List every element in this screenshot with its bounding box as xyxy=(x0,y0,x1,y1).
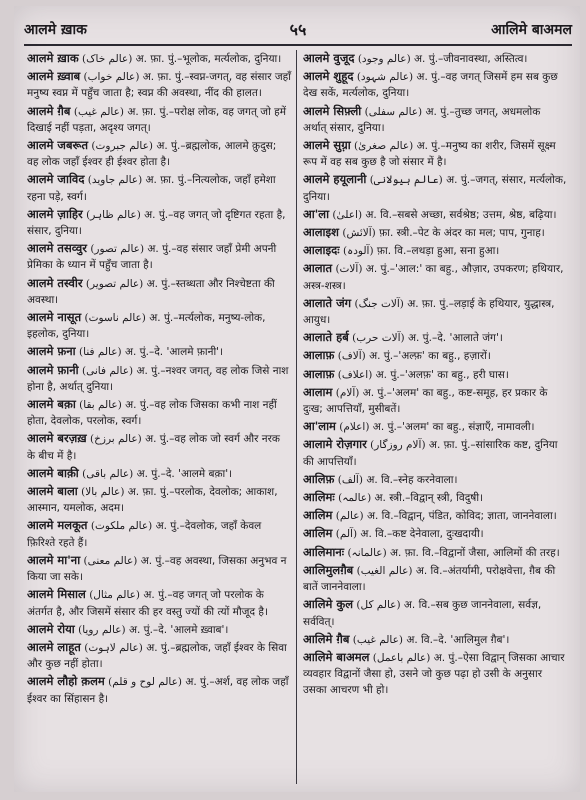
urdu-spelling: (عالم خواب) xyxy=(83,71,140,84)
dictionary-entry xyxy=(303,242,567,259)
headword: आलाते हर्ब xyxy=(303,330,349,345)
page-header xyxy=(24,14,572,46)
headword: आलमे लौहो क़लम xyxy=(27,674,105,689)
headword: आलमे बक़ा xyxy=(27,397,76,412)
definition: अ. पुं.–दे. 'आलमे ख़्वाब'। xyxy=(128,623,229,636)
headword: आलिमे बाअमल xyxy=(303,649,370,664)
definition: अ. पुं.–ऐसा विद्वान् जिसका आचार व्यवहार विद्वानों जैसा हो, उसने जो कुछ पढ़ा हो उसी के अनुसार उसका आचरण भी हो। xyxy=(303,651,565,697)
headword: आलमे जबरूत xyxy=(27,138,89,153)
dictionary-entry xyxy=(27,430,291,463)
urdu-spelling: (اعلاف) xyxy=(337,368,373,381)
definition: अ. फ़ा. पुं.–स्वप्न-जगत्, वह संसार जहाँ मनुष्य स्वप्न में पहुँच जाता है; स्वप्न की अवस्था, नींद की हालत। xyxy=(27,71,291,100)
definition: अ. पुं.–देवलोक, जहाँ केवल फ़िरिश्ते रहते हैं। xyxy=(27,520,262,549)
headword: आलिमे ग़ैब xyxy=(303,631,350,646)
dictionary-entry xyxy=(303,489,567,506)
urdu-spelling: (عالم لوح و قلم) xyxy=(108,676,182,689)
headword: आलमे फ़ना xyxy=(27,344,76,359)
definition: अ. पुं.–वह संसार जहाँ प्रेमी अपनी प्रेमिका के ध्यान में पहुँच जाता है। xyxy=(27,243,277,272)
urdu-spelling: (عالم جاوید) xyxy=(87,174,143,187)
definition: अ. पुं.–अर्श, वह लोक जहाँ ईश्वर का सिंहासन है। xyxy=(27,676,289,705)
urdu-spelling: (عالم بقا) xyxy=(79,399,122,412)
headword: आलमे रोया xyxy=(27,621,75,636)
urdu-spelling: (اعلیٰ) xyxy=(332,208,363,221)
dictionary-entry xyxy=(27,639,291,672)
urdu-spelling: (آلات حرب) xyxy=(352,332,405,345)
dictionary-entry xyxy=(303,137,567,170)
definition: अ. पुं.–मर्त्यलोक, मनुष्य-लोक, इहलोक, दुनिया। xyxy=(27,312,266,341)
headword: आलमे सिफ़्ली xyxy=(303,103,362,118)
definition: फ़ा. वि.–लथड़ा हुआ, सना हुआ। xyxy=(376,245,500,258)
dictionary-entry xyxy=(27,240,291,273)
urdu-spelling: (عالمہ) xyxy=(338,492,372,505)
definition: अ. पुं.–वह जगत् जो दृष्टिगत रहता है, संसार, दुनिया। xyxy=(27,208,286,238)
definition: अ. वि.–स्नेह करनेवाला। xyxy=(366,473,458,486)
definition: अ. स्त्री.–विद्वान् स्त्री, विदुषी। xyxy=(374,492,484,505)
definition: अ. फ़ा. पुं.–भूलोक, मर्त्यलोक, दुनिया। xyxy=(135,53,282,65)
definition: अ. वि.–सब कुछ जाननेवाला, सर्वज्ञ, सर्ववित्। xyxy=(303,599,542,628)
headword: आलमे तस्वीर xyxy=(27,275,83,290)
dictionary-entry xyxy=(27,517,291,550)
headword: आलमे मा'ना xyxy=(27,552,81,567)
urdu-spelling: (عالم شہود) xyxy=(356,71,414,84)
urdu-spelling: (عالم تصویر) xyxy=(85,277,144,290)
definition: अ. फ़ा. पुं.–सांसारिक कष्ट, दुनिया की आपत्तियाँ। xyxy=(303,439,558,468)
urdu-spelling: (عالم مثال) xyxy=(89,589,141,602)
definition: अ. पुं.–ब्रह्मलोक, आलमे क़ुदुस; वह लोक जहाँ ईश्वर ही ईश्वर होता है। xyxy=(27,140,277,169)
urdu-spelling: (عالم ملکوت) xyxy=(90,520,153,533)
definition: अ. पुं.–वह जगत् जिसमें हम सब कुछ देख सकें, मर्त्यलोक, दुनिया। xyxy=(303,71,558,100)
headword: आलिफ़ xyxy=(303,471,335,486)
headword: आलामे रोज़गार xyxy=(303,437,367,452)
definition: अ. पुं.–वह लोक जो स्वर्ग और नरक के बीच में है। xyxy=(27,433,280,462)
dictionary-entry xyxy=(27,103,291,136)
definition: अ. पुं.–'आल:' का बहु., औज़ार, उपकरण; हथियार, अस्त्र-शस्त्र। xyxy=(303,263,564,292)
dictionary-entry xyxy=(303,171,567,204)
dictionary-entry xyxy=(303,649,567,699)
definition: अ. वि.–दे. 'आलिमुल ग़ैब'। xyxy=(406,633,510,646)
urdu-spelling: (عالم غیب) xyxy=(352,633,403,646)
definition: अ. पुं.–वह अवस्था, जिसका अनुभव न किया जा सके। xyxy=(27,554,287,584)
dictionary-entry xyxy=(27,362,291,395)
urdu-spelling: (عالم بالا) xyxy=(81,486,125,499)
dictionary-entry xyxy=(303,206,567,223)
columns xyxy=(24,50,572,784)
dictionary-entry xyxy=(27,275,291,308)
header-last-word: आलिमे बाअमल xyxy=(491,22,572,38)
definition: अ. पुं.–जीवनावस्था, अस्तित्व। xyxy=(414,53,528,65)
dictionary-entry xyxy=(303,384,567,417)
definition: फ़ा. स्त्री.–पेट के अंदर का मल; पाप, गुनाह। xyxy=(379,227,545,240)
page-number: ५५ xyxy=(289,20,307,39)
urdu-spelling: (آلات) xyxy=(335,263,363,276)
headword: आलमे हयूलानी xyxy=(303,172,367,187)
headword: आलात xyxy=(303,261,333,276)
urdu-spelling: (عالم ناسوت) xyxy=(84,312,146,325)
urdu-spelling: (عالم فنا) xyxy=(79,346,122,359)
dictionary-entry xyxy=(303,544,567,561)
dictionary-entry xyxy=(303,507,567,524)
urdu-spelling: (عالم ظاہر) xyxy=(86,208,141,221)
urdu-spelling: (عالم ہیولانی) xyxy=(369,174,443,187)
dictionary-entry xyxy=(27,171,291,204)
dictionary-entry xyxy=(303,295,567,328)
dictionary-entry xyxy=(303,631,567,648)
headword: आलमे शुहूद xyxy=(303,69,354,84)
headword: आलमे बाक़ी xyxy=(27,465,79,480)
definition: अ. पुं.–'अलम' का बहु., कष्ट-समूह, हर प्रकार के दुःख; आपत्तियाँ, मुसीबतें। xyxy=(303,386,548,416)
dictionary-entry xyxy=(303,329,567,346)
header-first-word: आलमे ख़ाक xyxy=(24,22,87,38)
headword: आलिमे कुल xyxy=(303,597,354,612)
headword: आलमे मलकूत xyxy=(27,518,88,533)
definition: अ. वि.–विद्वान्, पंडित, कोविद; ज्ञाता, जाननेवाला। xyxy=(366,510,557,523)
headword: आलाइदः xyxy=(303,243,340,258)
definition: अ. पुं.–वह लोक जिसका कभी नाश नहीं होता, देवलोक, परलोक, स्वर्ग। xyxy=(27,399,277,428)
definition: अ. पुं.–वह जगत् जो परलोक के अंतर्गत है, और जिसमें संसार की हर वस्तु ज्यों की त्यों मौजूद है। xyxy=(27,589,268,618)
definition: अ. पुं.–दे. 'आलाते जंग'। xyxy=(407,332,503,345)
urdu-spelling: (آلم) xyxy=(335,528,358,541)
definition: अ. पुं.–'अलफ़' का बहु., हरी घास। xyxy=(375,368,509,381)
urdu-spelling: (عالم الغیب) xyxy=(356,564,413,577)
urdu-spelling: (آلاف) xyxy=(337,350,366,363)
urdu-spelling: (آلام روزگار) xyxy=(370,439,426,452)
headword: आलिम xyxy=(303,508,333,523)
urdu-spelling: (عالم رویا) xyxy=(78,623,126,636)
definition: अ. फ़ा. पुं.–परलोक, देवलोक; आकाश, आस्मान, यमलोक, अदम। xyxy=(27,486,278,515)
definition: अ. पुं.–'अल्फ़' का बहु., हज़ारों। xyxy=(369,350,491,363)
urdu-spelling: (عالم غیب) xyxy=(73,105,125,118)
dictionary-entry xyxy=(27,396,291,429)
dictionary-entry xyxy=(303,103,567,136)
dictionary-entry xyxy=(303,68,567,101)
headword: आलमे वुजूद xyxy=(303,51,355,65)
definition: अ. पुं.–तुच्छ जगत्, अधमलोक अर्थात् संसार, दुनिया। xyxy=(303,105,541,134)
headword: आलमे ख़्वाब xyxy=(27,69,81,84)
urdu-spelling: (آلام) xyxy=(335,386,360,399)
headword: आलमे नासूत xyxy=(27,310,82,325)
urdu-spelling: (عالمانہ) xyxy=(347,546,387,559)
dictionary-entry xyxy=(303,260,567,293)
urdu-spelling: (عالم) xyxy=(335,510,364,523)
definition: अ. पुं.–मनुष्य का शरीर, जिसमें सूक्ष्म रूप में वह सब कुछ है जो संसार में है। xyxy=(303,140,556,169)
headword: आलाइश xyxy=(303,225,339,240)
dictionary-entry xyxy=(303,366,567,383)
urdu-spelling: (عالم لاہوت) xyxy=(84,641,143,654)
headword: आलाम xyxy=(303,384,333,399)
headword: आलिमः xyxy=(303,490,335,505)
dictionary-entry xyxy=(27,483,291,516)
urdu-spelling: (عالم برزخ) xyxy=(89,433,142,446)
urdu-spelling: (آلودہ) xyxy=(342,245,374,258)
headword: आलमे ख़ाक xyxy=(27,51,79,65)
definition: अ. फ़ा. पुं.–परोक्ष लोक, वह जगत् जो हमें दिखाई नहीं पड़ता, अदृश्य जगत्। xyxy=(27,105,286,134)
urdu-spelling: (آلف) xyxy=(337,473,363,486)
dictionary-entry xyxy=(27,465,291,482)
dictionary-entry xyxy=(27,621,291,638)
definition: अ. वि.–सबसे अच्छा, सर्वश्रेष्ठ; उत्तम, श्रेष्ठ, बढ़िया। xyxy=(365,208,557,221)
headword: आ'लाम xyxy=(303,419,336,434)
definition: अ. फ़ा. पुं.–नित्यलोक, जहाँ हमेशा रहना पड़े, स्वर्ग। xyxy=(27,174,276,203)
urdu-spelling: (آلات جنگ) xyxy=(354,297,404,310)
urdu-spelling: (عالم جبروت) xyxy=(91,140,153,153)
headword: आलमे ग़ैब xyxy=(27,103,71,118)
definition: अ. वि.–कष्ट देनेवाला, दुःखदायी। xyxy=(360,528,484,541)
headword: आलमे सुग़्रा xyxy=(303,138,351,153)
urdu-spelling: (اعلام) xyxy=(339,421,370,434)
headword: आलमे जाविद xyxy=(27,172,85,187)
dictionary-entry xyxy=(303,50,567,67)
headword: आलिमानः xyxy=(303,544,345,559)
headword: आलाफ़ xyxy=(303,366,335,381)
urdu-spelling: (آلائش) xyxy=(342,227,376,240)
definition: अ. फ़ा. पुं.–लड़ाई के हथियार, युद्धास्त्र, आयुध। xyxy=(303,297,555,327)
definition: अ. पुं.–स्तब्धता और निश्चेष्टता की अवस्था। xyxy=(27,277,275,306)
headword: आलमे लाहूत xyxy=(27,639,81,654)
headword: आलाफ़ xyxy=(303,348,335,363)
urdu-spelling: (عالم کل) xyxy=(356,599,401,612)
dictionary-page xyxy=(14,6,580,792)
urdu-spelling: (عالم معنی) xyxy=(83,554,138,567)
dictionary-entry xyxy=(303,471,567,488)
dictionary-entry xyxy=(27,552,291,585)
dictionary-entry xyxy=(27,50,291,67)
definition: अ. पुं.–नश्वर जगत्, वह लोक जिसे नाश होना है, अर्थात् दुनिया। xyxy=(27,364,289,393)
definition: अ. पुं.–ब्रह्मलोक, जहाँ ईश्वर के सिवा और कुछ नहीं होता। xyxy=(27,641,287,671)
headword: आलिम xyxy=(303,526,333,541)
right-column xyxy=(296,50,572,784)
definition: अ. फ़ा. वि.–विद्वानों जैसा, आलिमों की तरह। xyxy=(390,546,560,559)
headword: आलमे बाला xyxy=(27,484,78,499)
headword: आलमे फ़ानी xyxy=(27,362,79,377)
dictionary-entry xyxy=(27,309,291,342)
definition: अ. पुं.–दे. 'आलमे फ़ानी'। xyxy=(124,346,224,359)
urdu-spelling: (عالم سفلی) xyxy=(364,105,423,118)
definition: अ. पुं.–जगत्, संसार, मर्त्यलोक, दुनिया। xyxy=(303,174,567,203)
headword: आलिमुलग़ैब xyxy=(303,562,354,577)
dictionary-entry xyxy=(27,206,291,239)
dictionary-entry xyxy=(303,562,567,595)
urdu-spelling: (عالم باعمل) xyxy=(372,651,431,664)
definition: अ. पुं.–दे. 'आलमे बक़ा'। xyxy=(136,467,233,480)
dictionary-entry xyxy=(303,418,567,435)
dictionary-entry xyxy=(303,525,567,542)
headword: आलमे बरज़ख़ xyxy=(27,431,87,446)
headword: आलमे मिसाल xyxy=(27,587,86,602)
headword: आलमे ज़ाहिर xyxy=(27,206,83,221)
dictionary-entry xyxy=(27,137,291,170)
urdu-spelling: (عالم باقی) xyxy=(82,467,134,480)
dictionary-entry xyxy=(303,224,567,241)
dictionary-entry xyxy=(27,586,291,619)
urdu-spelling: (عالم خاک) xyxy=(82,53,133,65)
dictionary-entry xyxy=(303,436,567,469)
definition: अ. पुं.–'अलम' का बहु., संज्ञाएँ, नामावली। xyxy=(372,421,535,434)
headword: आलमे तसव्वुर xyxy=(27,241,87,256)
dictionary-entry xyxy=(27,673,291,706)
dictionary-entry xyxy=(303,596,567,629)
headword: आलाते जंग xyxy=(303,295,352,310)
urdu-spelling: (عالم وجود) xyxy=(357,53,411,65)
dictionary-entry xyxy=(27,343,291,360)
dictionary-entry xyxy=(27,68,291,101)
definition: अ. वि.–अंतर्यामी, परोक्षवेत्ता, ग़ैब की बातें जाननेवाला। xyxy=(303,564,556,594)
dictionary-entry xyxy=(303,347,567,364)
left-column xyxy=(24,50,296,784)
urdu-spelling: (عالم صغریٰ) xyxy=(354,140,414,153)
urdu-spelling: (عالم تصور) xyxy=(90,243,145,256)
urdu-spelling: (عالم فانی) xyxy=(81,364,134,377)
headword: आ'ला xyxy=(303,206,330,221)
